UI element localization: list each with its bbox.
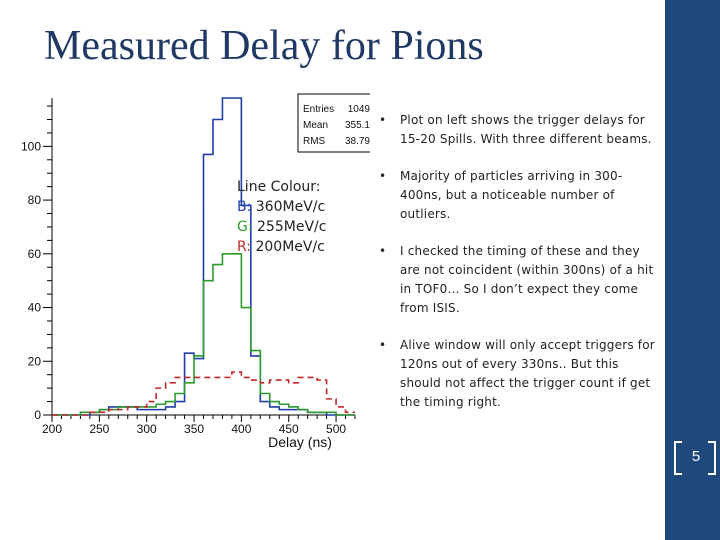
bullet-item [378,336,656,412]
bullet-dot-icon: • [379,338,387,352]
legend-key-green: G: [237,219,253,235]
legend-text-green: 255MeV/c [252,219,327,235]
y-tick-label: 20 [27,354,41,369]
bullet-text: Plot on left shows the trigger delays for 15-20 Spills. With three different beams. [400,113,652,146]
x-tick-label: 250 [89,422,110,436]
y-tick-label: 40 [27,300,41,315]
stats-label: Mean [303,120,329,131]
stats-value: 355.1 [344,120,370,131]
bullet-item [378,242,656,318]
x-tick-label: 350 [184,422,205,436]
legend-text-blue: 360MeV/c [251,199,326,215]
y-tick-label: 60 [27,246,41,261]
page-number: 5 [691,448,701,465]
legend-key-blue: B: [237,199,252,215]
x-tick-label: 300 [136,422,157,436]
bullet-text: Alive window will only accept triggers for 120ns out of every 330ns.. But this should not affect the trigger count if get the timing right. [400,338,655,409]
x-tick-label: 500 [326,422,347,436]
bullet-dot-icon: • [379,244,387,258]
bullet-text: Majority of particles arriving in 300-400ns, but a noticeable number of outliers. [400,169,623,221]
bullet-dot-icon: • [379,113,387,127]
stats-value: 38.79 [344,136,370,147]
y-tick-label: 80 [27,193,41,208]
y-tick-label: 100 [20,139,41,154]
bullet-text: I checked the timing of these and they are not coincident (within 300ns) of a hit in TOF0… So I don’t expect they come from ISIS. [400,244,654,315]
legend-item-red [237,237,326,257]
bullet-dot-icon: • [379,169,387,183]
x-tick-label: 400 [231,422,252,436]
slide-title: Measured Delay for Pions [44,23,484,69]
bullet-item [378,111,656,149]
bullet-list [378,111,656,430]
x-tick-label: 450 [278,422,299,436]
histogram-series-red [52,372,355,415]
bullet-item [378,167,656,224]
x-axis-label: Delay (ns) [268,434,332,450]
legend-item-blue [237,197,326,217]
stats-label: RMS [303,136,326,147]
line-colour-legend [237,177,326,257]
stats-label: Entries [303,104,335,115]
delay-histogram [0,90,370,450]
page-number-badge [674,441,718,475]
y-tick-label: 0 [34,408,41,422]
legend-heading: Line Colour: [237,179,321,195]
legend-text-red: 200MeV/c [251,239,325,255]
stats-box [298,94,370,152]
legend-key-red: R: [237,239,252,255]
stats-value: 1049 [347,104,370,115]
legend-item-green [237,217,326,237]
x-tick-label: 200 [41,422,63,436]
